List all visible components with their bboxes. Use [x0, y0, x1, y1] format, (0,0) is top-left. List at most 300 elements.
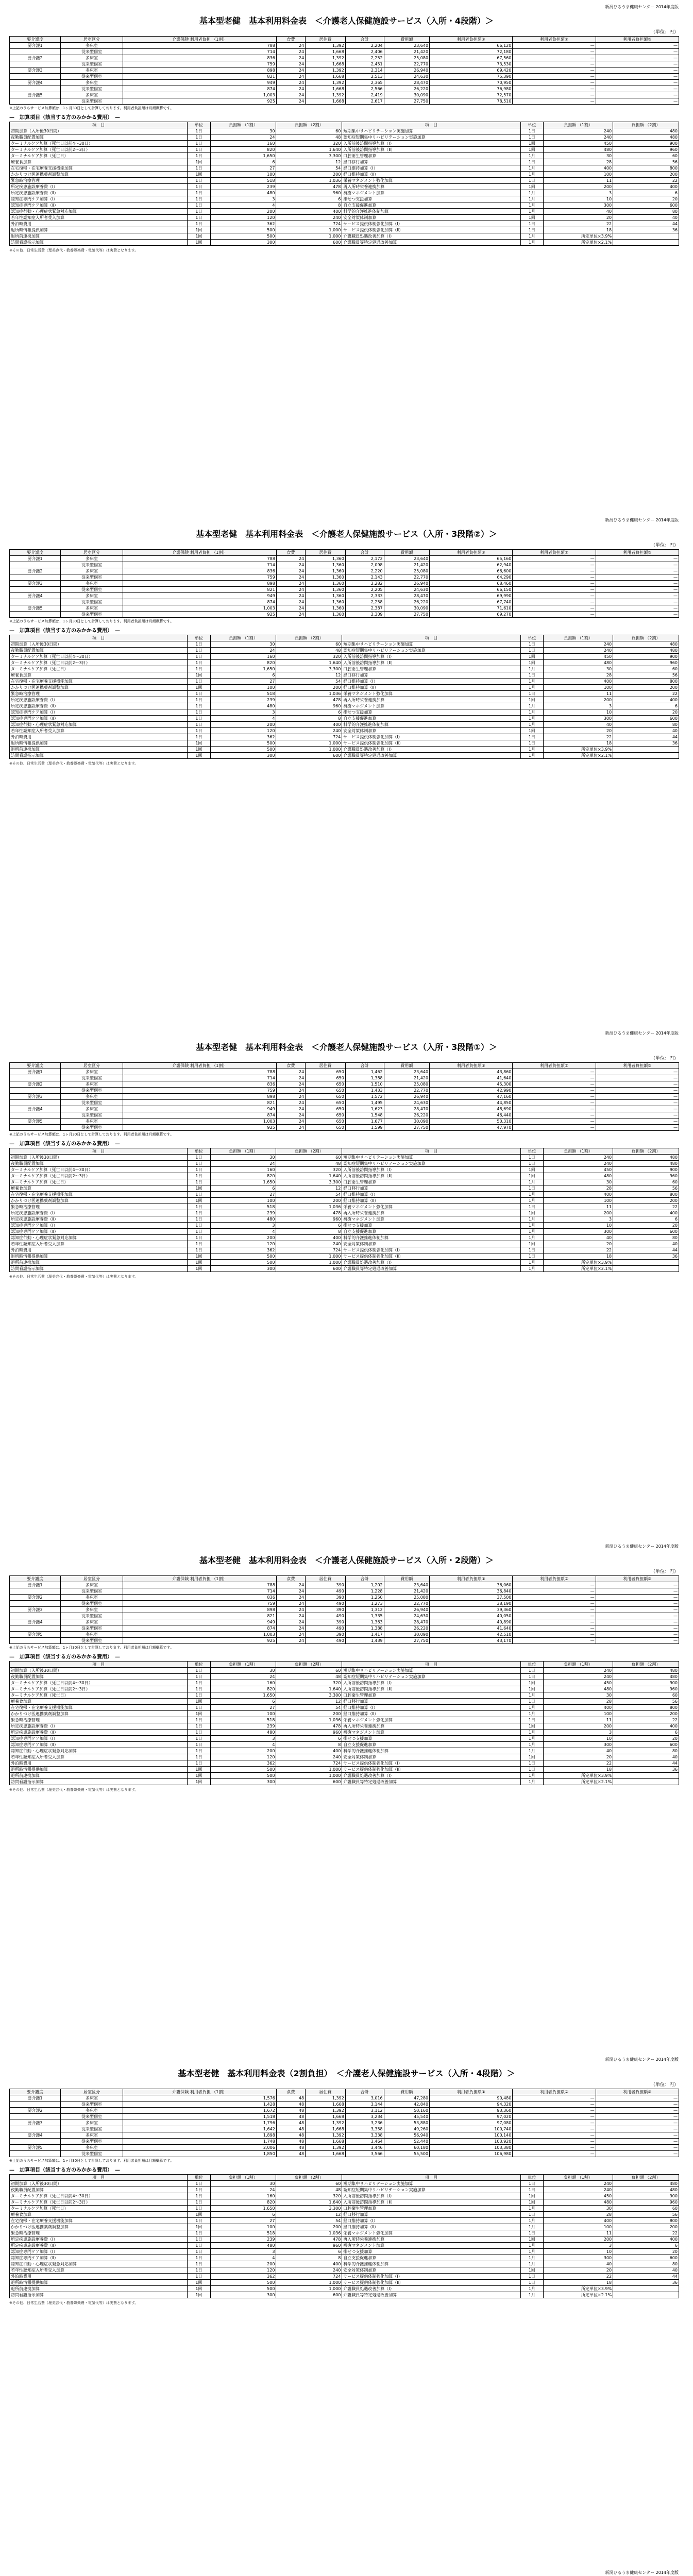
table-cell: 1月 — [520, 190, 543, 196]
organization-label: 新潟ひるうま健康センター 2014年度版 — [605, 518, 679, 522]
table-cell: 650 — [306, 1118, 346, 1125]
table-cell: 400 — [544, 2218, 613, 2224]
table-cell: 1,392 — [306, 92, 346, 98]
table-cell: 認知症専門ケア加算（Ⅱ） — [10, 2255, 188, 2261]
table-cell: 200 — [276, 685, 342, 691]
table-cell: 1日 — [188, 1229, 210, 1235]
table-cell: 24 — [276, 1106, 305, 1112]
table-cell: 62,940 — [430, 562, 513, 568]
table-row — [10, 703, 679, 709]
table-cell: 56,940 — [384, 2132, 429, 2139]
table-cell: — — [513, 1118, 596, 1125]
column-header: 介護保険 利用者負担 （1割） — [123, 550, 276, 556]
table-row — [10, 593, 679, 599]
table-cell: 在宅復帰・在宅療養支援機能加算 — [10, 1705, 188, 1711]
table-cell: 1回 — [520, 1241, 543, 1247]
table-cell: 1日 — [520, 2187, 543, 2193]
table-cell: 24 — [276, 605, 305, 612]
table-cell: 訪問看護指示加算 — [10, 1266, 188, 1272]
table-cell: 80 — [613, 722, 679, 728]
table-cell: 2,098 — [345, 562, 384, 568]
table-row — [10, 1736, 679, 1742]
table-cell: — — [513, 1088, 596, 1094]
table-cell: — — [596, 2114, 679, 2120]
table-cell: 300 — [544, 1229, 613, 1235]
table-cell: 120 — [210, 1754, 276, 1760]
table-cell: 48 — [276, 2139, 305, 2145]
footer-note: ※その他、日常生活費（理美容代・教養娯楽費・電気代等）は実費となります。 — [9, 1275, 139, 1279]
table-cell: — — [596, 49, 679, 55]
table-cell: 1日 — [188, 178, 210, 184]
table-cell: 480 — [210, 190, 276, 196]
table-cell: 1日 — [188, 153, 210, 159]
table-cell: かかりつけ医連携薬剤調整加算 — [10, 685, 188, 691]
table-cell: — — [513, 605, 596, 612]
table-cell: 夜勤職員配置加算 — [10, 648, 188, 654]
table-cell: — — [596, 556, 679, 562]
table-row — [10, 734, 679, 740]
table-cell: — — [596, 1112, 679, 1118]
table-cell: 1回 — [188, 1773, 210, 1779]
table-cell: 42,840 — [384, 2102, 429, 2108]
table-cell: 23,640 — [384, 1582, 429, 1588]
table-cell: 経口移行加算 — [342, 1185, 520, 1192]
table-cell: 2,282 — [345, 581, 384, 587]
table-row — [10, 1748, 679, 1754]
table-cell: 3,300 — [276, 2206, 342, 2212]
table-cell: 38,190 — [430, 1601, 513, 1607]
table-cell: 960 — [613, 2199, 679, 2206]
table-cell — [613, 1266, 679, 1272]
table-cell: 27,750 — [384, 612, 429, 618]
table-cell: 2,419 — [345, 92, 384, 98]
table-cell: 650 — [306, 1094, 346, 1100]
table-cell: 120 — [210, 728, 276, 734]
table-cell: 多床室 — [61, 43, 123, 49]
table-cell: 400 — [544, 679, 613, 685]
table-cell: — — [513, 568, 596, 574]
table-cell: 初期加算（入所後30日間） — [10, 641, 188, 648]
table-cell: 1回 — [520, 1680, 543, 1686]
table-cell: 認知症専門ケア加算（Ⅰ） — [10, 1736, 188, 1742]
table-row — [10, 1619, 679, 1625]
table-cell: 24 — [276, 67, 305, 74]
table-cell: 介護職員処遇改善加算（Ⅰ） — [342, 1773, 520, 1779]
table-row — [10, 1692, 679, 1699]
table-cell: 600 — [613, 716, 679, 722]
table-row — [10, 128, 679, 134]
table-row — [10, 1247, 679, 1253]
table-cell: 26,940 — [384, 1607, 429, 1613]
table-header-row — [10, 635, 679, 641]
table-cell: 48 — [276, 2120, 305, 2126]
table-cell: 200 — [544, 2236, 613, 2243]
table-cell: 500 — [210, 233, 276, 240]
table-cell: 自立支援促進加算 — [342, 2255, 520, 2261]
table-cell: 1日 — [520, 1760, 543, 1767]
table-cell: 1月 — [520, 1730, 543, 1736]
table-cell: 788 — [123, 1069, 276, 1075]
calc-note: ※上記のうちサービス加算額は、1ヶ月30日として計算しております。利用者負担額は月額概算です。 — [9, 2159, 174, 2163]
table-cell: 362 — [210, 734, 276, 740]
table-cell: 1日 — [520, 2181, 543, 2187]
table-cell: 24 — [276, 1075, 305, 1081]
table-cell: 28 — [544, 672, 613, 679]
table-cell: 要介護3 — [10, 67, 61, 74]
table-cell: 400 — [613, 2236, 679, 2243]
table-cell: 栄養マネジメント強化加算 — [342, 1717, 520, 1723]
table-cell: 訪問看護指示加算 — [10, 1779, 188, 1785]
table-cell: 22,770 — [384, 1088, 429, 1094]
table-cell: 1月 — [520, 2224, 543, 2230]
table-cell: 24 — [210, 1161, 276, 1167]
table-cell: 要介護1 — [10, 556, 61, 562]
table-cell: 6 — [613, 2243, 679, 2249]
table-cell: 1回 — [520, 660, 543, 666]
table-cell: 40 — [613, 1754, 679, 1760]
table-cell: — — [596, 74, 679, 80]
table-cell: 1月 — [520, 2249, 543, 2255]
table-cell: 1回 — [188, 1699, 210, 1705]
table-cell: 960 — [613, 660, 679, 666]
table-row — [10, 240, 679, 246]
table-cell: 22,770 — [384, 574, 429, 581]
addon-fee-table — [9, 1148, 679, 1272]
table-cell: 239 — [210, 697, 276, 703]
table-cell: 初期加算（入所後30日間） — [10, 128, 188, 134]
column-header: 項 目 — [342, 2175, 520, 2181]
table-cell: 1日 — [188, 184, 210, 190]
table-cell: 240 — [276, 215, 342, 221]
table-cell: 6 — [210, 1185, 276, 1192]
table-row — [10, 2243, 679, 2249]
table-cell: 8 — [276, 202, 342, 209]
table-cell: — — [513, 1601, 596, 1607]
table-cell: 要介護5 — [10, 605, 61, 612]
table-cell: 480 — [544, 1686, 613, 1692]
table-cell — [10, 1588, 61, 1595]
table-cell: 48 — [276, 2132, 305, 2139]
table-cell: 1日 — [520, 1155, 543, 1161]
table-cell: 認知症専門ケア加算（Ⅰ） — [10, 1223, 188, 1229]
table-cell — [10, 2151, 61, 2157]
table-cell: 1日 — [188, 666, 210, 672]
table-cell: 1日 — [188, 1723, 210, 1730]
column-header: 合計 — [345, 1576, 384, 1582]
table-cell: 60 — [613, 2206, 679, 2212]
addon-section-title: — 加算項目（該当する方のみかかる費用） — — [9, 628, 120, 634]
table-cell: 24 — [210, 2187, 276, 2193]
table-cell: 1月 — [520, 1779, 543, 1785]
table-cell: 所定疾患施設療養費（Ⅱ） — [10, 1730, 188, 1736]
column-header: 利用者負担額① — [430, 37, 513, 43]
table-cell: 多床室 — [61, 2132, 123, 2139]
table-cell: 多床室 — [61, 1632, 123, 1638]
table-cell: — — [513, 1613, 596, 1619]
table-cell: — — [596, 1106, 679, 1112]
table-cell: 6 — [210, 2212, 276, 2218]
table-cell: 900 — [613, 2193, 679, 2199]
table-cell: 800 — [613, 679, 679, 685]
table-cell: 820 — [210, 660, 276, 666]
table-cell: 54 — [276, 165, 342, 172]
table-cell: 898 — [123, 67, 276, 74]
table-cell: 3 — [210, 1736, 276, 1742]
table-cell: 48 — [276, 2126, 305, 2132]
table-cell: 1日 — [188, 1705, 210, 1711]
table-cell: 10 — [544, 709, 613, 716]
table-cell: 24 — [276, 1632, 305, 1638]
table-cell: 要介護2 — [10, 1595, 61, 1601]
table-cell: 2,205 — [345, 587, 384, 593]
table-cell: 54 — [276, 1192, 342, 1198]
table-cell: 1月 — [520, 703, 543, 709]
table-cell: — — [513, 1607, 596, 1613]
table-cell: 入所前後訪問指導加算（Ⅱ） — [342, 1686, 520, 1692]
table-cell: — — [513, 1075, 596, 1081]
table-cell: 2,451 — [345, 61, 384, 67]
table-cell: 科学的介護推進体制加算 — [342, 1235, 520, 1241]
table-cell: 300 — [210, 240, 276, 246]
table-cell: 介護職員処遇改善加算（Ⅰ） — [342, 2286, 520, 2292]
unit-label: （単位：円） — [650, 2082, 679, 2088]
table-cell: 54 — [276, 679, 342, 685]
table-cell: 43,170 — [430, 1638, 513, 1644]
table-row — [10, 2224, 679, 2230]
column-header: 要介護度 — [10, 1063, 61, 1069]
table-cell: 200 — [613, 685, 679, 691]
table-row — [10, 654, 679, 660]
table-cell: 再入所時栄養連携加算 — [342, 1723, 520, 1730]
table-cell: 1,228 — [345, 1588, 384, 1595]
table-cell: 1,000 — [276, 1773, 342, 1779]
table-cell: 1日 — [520, 1185, 543, 1192]
table-cell: 1月 — [520, 2261, 543, 2267]
table-cell: 1月 — [520, 2286, 543, 2292]
table-cell: 要介護5 — [10, 2145, 61, 2151]
calc-note: ※上記のうちサービス加算額は、1ヶ月30日として計算しております。利用者負担額は月額概算です。 — [9, 619, 174, 623]
table-row — [10, 61, 679, 67]
table-cell: 22 — [613, 691, 679, 697]
table-cell: 759 — [123, 61, 276, 67]
table-row — [10, 1260, 679, 1266]
table-cell: 10 — [544, 1223, 613, 1229]
table-cell: 3 — [210, 2249, 276, 2255]
table-cell: 36 — [613, 227, 679, 233]
table-row — [10, 215, 679, 221]
table-cell: 69,420 — [430, 67, 513, 74]
table-cell: 518 — [210, 2230, 276, 2236]
table-cell: 300 — [210, 1266, 276, 1272]
column-header: 食費 — [276, 2089, 305, 2095]
table-cell: 30 — [210, 641, 276, 648]
price-sheet — [0, 1539, 693, 2044]
table-cell: 22 — [613, 1204, 679, 1210]
table-cell: 28 — [544, 159, 613, 165]
table-cell: 11 — [544, 2230, 613, 2236]
unit-label: （単位：円） — [650, 543, 679, 548]
column-header: 利用者負担額③ — [596, 2089, 679, 2095]
table-cell: 46,440 — [430, 1112, 513, 1118]
column-header: 居室区分 — [61, 1576, 123, 1582]
table-row — [10, 2114, 679, 2120]
table-cell: 1日 — [188, 1241, 210, 1247]
table-cell: 介護職員等特定処遇改善加算 — [342, 753, 520, 759]
table-cell: 所定単位×3.9% — [544, 233, 613, 240]
column-header: 費用額 — [384, 1576, 429, 1582]
table-cell: 入所前後訪問指導加算（Ⅱ） — [342, 1173, 520, 1179]
table-cell: 21,420 — [384, 1075, 429, 1081]
table-cell: 経口維持加算（Ⅰ） — [342, 1192, 520, 1198]
table-cell: 外泊時費用 — [10, 734, 188, 740]
table-cell: 480 — [210, 1216, 276, 1223]
table-cell: — — [513, 1632, 596, 1638]
table-cell: 入所前後訪問指導加算（Ⅰ） — [342, 654, 520, 660]
table-cell: 1日 — [188, 1668, 210, 1674]
table-cell: 24 — [276, 98, 305, 105]
table-row — [10, 1266, 679, 1272]
table-cell: — — [513, 593, 596, 599]
sheet-title: 基本型老健 基本利用料金表 ＜介護老人保健施設サービス（入所・3段階②）＞ — [196, 529, 497, 539]
table-cell: 600 — [276, 753, 342, 759]
table-cell: 6 — [210, 1699, 276, 1705]
table-cell — [10, 2126, 61, 2132]
table-cell: 1,250 — [345, 1595, 384, 1601]
table-cell: 900 — [613, 654, 679, 660]
table-cell: 24 — [210, 134, 276, 141]
table-cell: — — [513, 55, 596, 61]
table-row — [10, 67, 679, 74]
table-cell: 排せつ支援加算 — [342, 196, 520, 202]
table-row — [10, 134, 679, 141]
table-cell: 36,840 — [430, 1588, 513, 1595]
table-cell: 925 — [123, 1638, 276, 1644]
table-row — [10, 1582, 679, 1588]
table-cell: 949 — [123, 593, 276, 599]
table-cell: 1回 — [520, 147, 543, 153]
table-cell: サービス提供体制強化加算（Ⅰ） — [342, 1247, 520, 1253]
table-cell: 22 — [544, 2274, 613, 2280]
table-row — [10, 2206, 679, 2212]
table-cell: 1月 — [520, 172, 543, 178]
table-cell: 経口維持加算（Ⅱ） — [342, 172, 520, 178]
table-row — [10, 172, 679, 178]
table-cell: 500 — [210, 740, 276, 747]
table-cell: 1,036 — [276, 2230, 342, 2236]
table-cell: 1日 — [188, 1674, 210, 1680]
table-cell: 320 — [276, 141, 342, 147]
table-cell: 20 — [544, 1754, 613, 1760]
table-cell: 26,940 — [384, 67, 429, 74]
table-cell: 1日 — [520, 672, 543, 679]
table-cell: — — [513, 1112, 596, 1118]
table-cell: 1日 — [188, 1736, 210, 1742]
table-cell: 1回 — [188, 1266, 210, 1272]
column-header: 単位 — [520, 1148, 543, 1155]
table-cell: 1日 — [188, 209, 210, 215]
table-cell: 160 — [210, 654, 276, 660]
table-cell: 100 — [210, 685, 276, 691]
table-cell: 1回 — [520, 184, 543, 190]
table-cell: 100 — [544, 1198, 613, 1204]
table-cell: 再入所時栄養連携加算 — [342, 1210, 520, 1216]
table-cell: 960 — [276, 2243, 342, 2249]
column-header: 要介護度 — [10, 37, 61, 43]
table-cell: 要介護1 — [10, 1069, 61, 1075]
table-cell: 20 — [613, 196, 679, 202]
table-cell: 入所前後訪問指導加算（Ⅰ） — [342, 1680, 520, 1686]
table-cell: 緊急時治療管理 — [10, 1717, 188, 1723]
table-cell: 1日 — [188, 1680, 210, 1686]
table-cell: — — [513, 1625, 596, 1632]
table-row — [10, 2274, 679, 2280]
column-header: 項 目 — [10, 1148, 188, 1155]
column-header: 項 目 — [342, 635, 520, 641]
table-cell: 認知症専門ケア加算（Ⅱ） — [10, 202, 188, 209]
table-cell: 1,000 — [276, 1767, 342, 1773]
table-cell: 排せつ支援加算 — [342, 1223, 520, 1229]
table-cell: 26,940 — [384, 581, 429, 587]
table-cell: 緊急時治療管理 — [10, 691, 188, 697]
table-cell: 自立支援促進加算 — [342, 202, 520, 209]
table-cell: 67,740 — [430, 599, 513, 605]
column-header: 合計 — [345, 37, 384, 43]
table-cell: 450 — [544, 654, 613, 660]
table-cell: 1月 — [520, 685, 543, 691]
table-cell: 1月 — [520, 1235, 543, 1241]
table-cell: 安全対策体制加算 — [342, 1754, 520, 1760]
table-row — [10, 2151, 679, 2157]
table-cell: 1,640 — [276, 1686, 342, 1692]
table-cell: 従来型個室 — [61, 587, 123, 593]
table-cell: 27 — [210, 2218, 276, 2224]
table-cell: 24 — [276, 86, 305, 92]
table-cell: 478 — [276, 2236, 342, 2243]
table-cell: 3 — [544, 2243, 613, 2249]
table-cell: 200 — [613, 1198, 679, 1204]
table-cell: 栄養マネジメント強化加算 — [342, 691, 520, 697]
table-cell: 759 — [123, 1088, 276, 1094]
table-cell: 3 — [210, 196, 276, 202]
column-header: 単位 — [188, 122, 210, 128]
table-cell: 24 — [276, 581, 305, 587]
table-cell: 400 — [276, 209, 342, 215]
table-cell: 66,150 — [430, 587, 513, 593]
table-cell: 1日 — [520, 1717, 543, 1723]
table-row — [10, 672, 679, 679]
table-cell: 1日 — [520, 2230, 543, 2236]
table-cell: 2,006 — [123, 2145, 276, 2151]
table-cell: 724 — [276, 1760, 342, 1767]
table-cell: 多床室 — [61, 1607, 123, 1613]
table-cell: 6 — [210, 672, 276, 679]
table-cell: 1回 — [188, 685, 210, 691]
table-cell: サービス提供体制強化加算（Ⅰ） — [342, 2274, 520, 2280]
table-cell: 1,668 — [306, 2114, 346, 2120]
column-header: 項 目 — [10, 1662, 188, 1668]
table-cell: 3 — [544, 1730, 613, 1736]
table-cell: 362 — [210, 1247, 276, 1253]
table-cell: 1,439 — [345, 1638, 384, 1644]
table-cell: — — [513, 1069, 596, 1075]
table-cell: 2,314 — [345, 67, 384, 74]
table-cell: 療養食加算 — [10, 1699, 188, 1705]
table-row — [10, 1088, 679, 1094]
table-cell: 49,260 — [384, 2126, 429, 2132]
column-header: 利用者負担額② — [513, 550, 596, 556]
table-header-row — [10, 1576, 679, 1582]
table-row — [10, 2267, 679, 2274]
